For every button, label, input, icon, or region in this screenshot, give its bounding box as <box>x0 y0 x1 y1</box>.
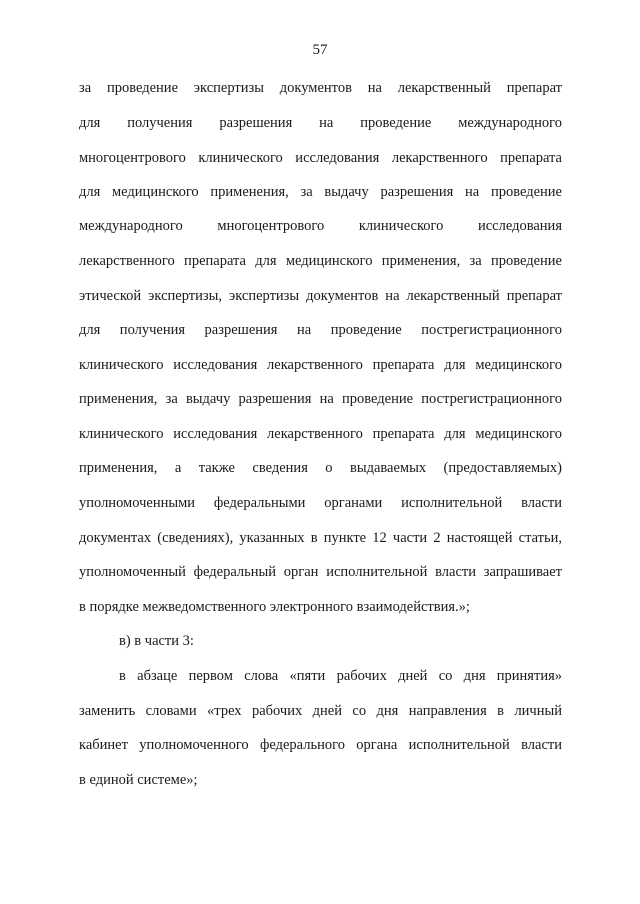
text-line-20: кабинет уполномоченного федерального органа исполнительной власти <box>79 737 562 753</box>
text-line-13: уполномоченными федеральными органами исполнительной власти <box>79 495 562 511</box>
text-line-21: в единой системе»; <box>79 772 198 788</box>
text-line-4: для медицинского применения, за выдачу разрешения на проведение <box>79 184 562 200</box>
text-line-18: в абзаце первом слова «пяти рабочих дней со дня принятия» <box>119 668 562 684</box>
text-line-7: этической экспертизы, экспертизы документов на лекарственный препарат <box>79 288 562 304</box>
text-line-10: применения, за выдачу разрешения на проведение пострегистрационного <box>79 391 562 407</box>
text-line-16: в порядке межведомственного электронного взаимодействия.»; <box>79 599 470 615</box>
text-line-1: за проведение экспертизы документов на лекарственный препарат <box>79 80 562 96</box>
text-line-15: уполномоченный федеральный орган исполнительной власти запрашивает <box>79 564 562 580</box>
text-line-12: применения, а также сведения о выдаваемых (предоставляемых) <box>79 460 562 476</box>
page-number: 57 <box>312 42 328 58</box>
text-line-14: документах (сведениях), указанных в пункте 12 части 2 настоящей статьи, <box>79 530 562 546</box>
text-line-5: международного многоцентрового клинического исследования <box>79 218 562 234</box>
text-line-2: для получения разрешения на проведение международного <box>79 115 562 131</box>
text-line-9: клинического исследования лекарственного препарата для медицинского <box>79 357 562 373</box>
text-line-8: для получения разрешения на проведение пострегистрационного <box>79 322 562 338</box>
text-line-11: клинического исследования лекарственного препарата для медицинского <box>79 426 562 442</box>
text-line-17: в) в части 3: <box>119 633 194 649</box>
text-line-6: лекарственного препарата для медицинского применения, за проведение <box>79 253 562 269</box>
text-line-19: заменить словами «трех рабочих дней со дня направления в личный <box>79 703 562 719</box>
text-line-3: многоцентрового клинического исследования лекарственного препарата <box>79 150 562 166</box>
